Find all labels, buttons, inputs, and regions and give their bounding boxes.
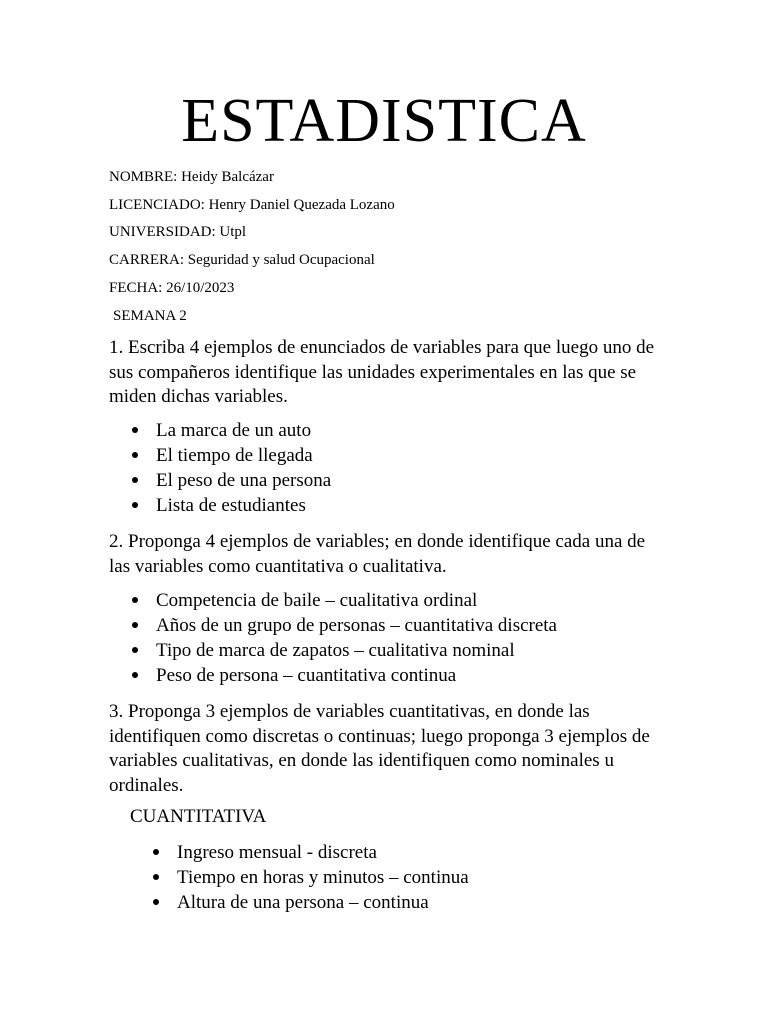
list-item: Lista de estudiantes — [131, 493, 331, 518]
bullet-icon — [132, 502, 138, 508]
bullet-icon — [132, 672, 138, 678]
date-line: FECHA: 26/10/2023 — [109, 280, 235, 296]
question-1-text: 1. Escriba 4 ejemplos de enunciados de variables para que luego uno de sus compañeros identifique las unidades experimentales en las que se miden dichas variables. — [109, 337, 655, 407]
bullet-icon — [132, 452, 138, 458]
list-item: Tiempo en horas y minutos – continua — [152, 865, 469, 890]
bullet-icon — [132, 622, 138, 628]
question-3-text: 3. Proponga 3 ejemplos de variables cuantitativas, en donde las identifiquen como discretas o continuas; luego proponga 3 ejemplos de variables cualitativas, en donde las identifiquen como nominales u ordinales. — [109, 701, 650, 796]
list-item: Peso de persona – cuantitativa continua — [131, 663, 557, 688]
bullet-icon — [153, 849, 159, 855]
question-2-text: 2. Proponga 4 ejemplos de variables; en donde identifique cada una de las variables como cuantitativa o cualitativa. — [109, 531, 646, 577]
student-name: NOMBRE: Heidy Balcázar — [109, 169, 274, 185]
document-title: ESTADISTICA — [181, 87, 587, 155]
list-item: Años de un grupo de personas – cuantitativa discreta — [131, 613, 557, 638]
bullet-icon — [132, 477, 138, 483]
list-item: Tipo de marca de zapatos – cualitativa nominal — [131, 638, 557, 663]
week-label: SEMANA 2 — [113, 308, 187, 324]
list-item: El tiempo de llegada — [131, 443, 331, 468]
question-1-list — [131, 418, 331, 518]
list-item: La marca de un auto — [131, 418, 331, 443]
question-3-list — [152, 840, 469, 915]
bullet-icon — [132, 427, 138, 433]
career-name: CARRERA: Seguridad y salud Ocupacional — [109, 252, 375, 268]
list-item: Altura de una persona – continua — [152, 890, 469, 915]
bullet-icon — [153, 899, 159, 905]
section-subheading: CUANTITATIVA — [130, 806, 267, 827]
list-item: Competencia de baile – cualitativa ordinal — [131, 588, 557, 613]
list-item: El peso de una persona — [131, 468, 331, 493]
university-name: UNIVERSIDAD: Utpl — [109, 224, 247, 240]
bullet-icon — [153, 874, 159, 880]
list-item: Ingreso mensual - discreta — [152, 840, 469, 865]
question-2-list — [131, 588, 557, 688]
bullet-icon — [132, 597, 138, 603]
bullet-icon — [132, 647, 138, 653]
instructor-name: LICENCIADO: Henry Daniel Quezada Lozano — [109, 197, 395, 213]
